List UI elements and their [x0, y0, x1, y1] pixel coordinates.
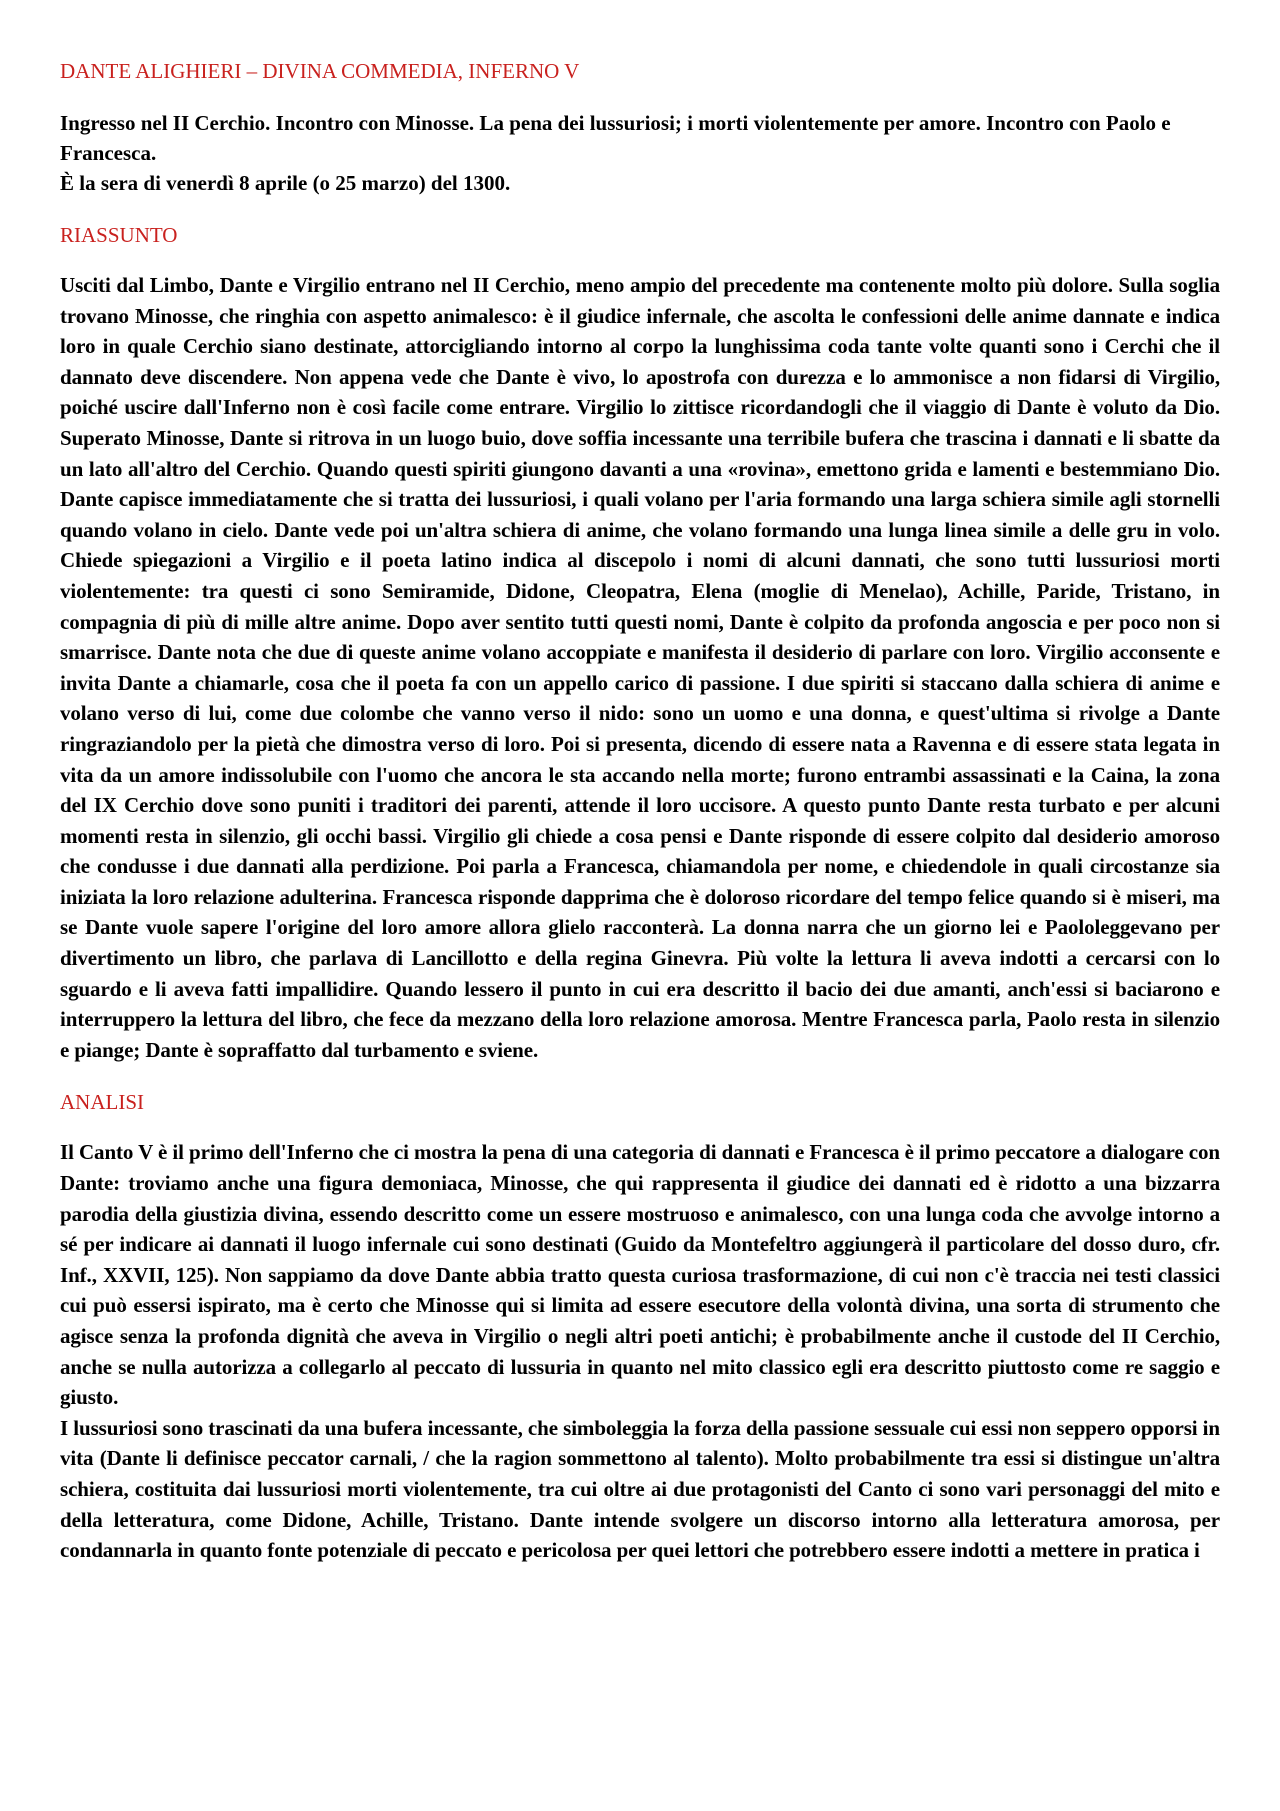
intro-block [60, 108, 1220, 198]
summary-heading: RIASSUNTO [60, 223, 178, 247]
document-title: DANTE ALIGHIERI – DIVINA COMMEDIA, INFERNO V [60, 59, 580, 83]
intro-line-2: È la sera di venerdì 8 aprile (o 25 marzo) del 1300. [60, 171, 511, 195]
summary-paragraph: Usciti dal Limbo, Dante e Virgilio entrano nel II Cerchio, meno ampio del precedente ma contenente molto più dolore. Sulla soglia trovano Minosse, che ringhia con aspetto animalesco: è il giudice infernale, che ascolta le confessioni delle anime dannate e indica loro in quale Cerchio siano destinate, attorcigliando intorno al corpo la lunghissima coda tante volte quanti sono i Cerchi che il dannato deve discendere. Non appena vede che Dante è vivo, lo apostrofa con durezza e lo ammonisce a non fidarsi di Virgilio, poiché uscire dall'Inferno non è così facile come entrare. Virgilio lo zittisce ricordandogli che il viaggio di Dante è voluto da Dio. Superato Minosse, Dante si ritrova in un luogo buio, dove soffia incessante una terribile bufera che trascina i dannati e li sbatte da un lato all'altro del Cerchio. Quando questi spiriti giungono davanti a una «rovina», emettono grida e lamenti e bestemmiano Dio. Dante capisce immediatamente che si tratta dei lussuriosi, i quali volano per l'aria formando una larga schiera simile agli stornelli quando volano in cielo. Dante vede poi un'altra schiera di anime, che volano formando una lunga linea simile a delle gru in volo. Chiede spiegazioni a Virgilio e il poeta latino indica al discepolo i nomi di alcuni dannati, che sono tutti lussuriosi morti violentemente: tra questi ci sono Semiramide, Didone, Cleopatra, Elena (moglie di Menelao), Achille, Paride, Tristano, in compagnia di più di mille altre anime. Dopo aver sentito tutti questi nomi, Dante è colpito da profonda angoscia e per poco non si smarrisce. Dante nota che due di queste anime volano accoppiate e manifesta il desiderio di parlare con loro. Virgilio acconsente e invita Dante a chiamarle, cosa che il poeta fa con un appello carico di passione. I due spiriti si staccano dalla schiera di anime e volano verso di lui, come due colombe che vanno verso il nido: sono un uomo e una donna, e quest'ultima si rivolge a Dante ringraziandolo per la pietà che dimostra verso di loro. Poi si presenta, dicendo di essere nata a Ravenna e di essere stata legata in vita da un amore indissolubile con l'uomo che ancora le sta accando nella morte; furono entrambi assassinati e la Caina, la zona del IX Cerchio dove sono puniti i traditori dei parenti, attende il loro uccisore. A questo punto Dante resta turbato e per alcuni momenti resta in silenzio, gli occhi bassi. Virgilio gli chiede a cosa pensi e Dante risponde di essere colpito dal desiderio amoroso che condusse i due dannati alla perdizione. Poi parla a Francesca, chiamandola per nome, e chiedendole in quali circostanze sia iniziata la loro relazione adulterina. Francesca risponde dapprima che è doloroso ricordare del tempo felice quando si è miseri, ma se Dante vuole sapere l'origine del loro amore allora glielo racconterà. La donna narra che un giorno lei e Paololeggevano per divertimento un libro, che parlava di Lancillotto e della regina Ginevra. Più volte la lettura li aveva indotti a cercarsi con lo sguardo e li aveva fatti impallidire. Quando lessero il punto in cui era descritto il bacio dei due amanti, anch'essi si baciarono e interruppero la lettura del libro, che fece da mezzano della loro relazione amorosa. Mentre Francesca parla, Paolo resta in silenzio e piange; Dante è sopraffatto dal turbamento e sviene. [60, 273, 1220, 1062]
analysis-paragraph-2: I lussuriosi sono trascinati da una bufera incessante, che simboleggia la forza della passione sessuale cui essi non seppero opporsi in vita (Dante li definisce peccator carnali, / che la ragion sommettono al talento). Molto probabilmente tra essi si distingue un'altra schiera, costituita dai lussuriosi morti violentemente, tra cui oltre ai due protagonisti del Canto ci sono vari personaggi del mito e della letteratura, come Didone, Achille, Tristano. Dante intende svolgere un discorso intorno alla letteratura amorosa, per condannarla in quanto fonte potenziale di peccato e pericolosa per quei lettori che potrebbero essere indotti a mettere in pratica i [60, 1415, 1220, 1563]
analysis-heading: ANALISI [60, 1090, 144, 1115]
analysis-paragraph-1: Il Canto V è il primo dell'Inferno che ci mostra la pena di una categoria di dannati e Francesca è il primo peccatore a dialogare con Dante: troviamo anche una figura demoniaca, Minosse, che qui rappresenta il giudice dei dannati ed è ridotto a una bizzarra parodia della giustizia divina, essendo descritto come un essere mostruoso e animalesco, con una lunga coda che avvolge intorno a sé per indicare ai dannati il luogo infernale cui sono destinati (Guido da Montefeltro aggiungerà il particolare del dosso duro, cfr. Inf., XXVII, 125). Non sappiamo da dove Dante abbia tratto questa curiosa trasformazione, di cui non c'è traccia nei testi classici cui può essersi ispirato, ma è certo che Minosse qui si limita ad essere esecutore della volontà divina, una sorta di strumento che agisce senza la profonda dignità che aveva in Virgilio o negli altri poeti antichi; è probabilmente anche il custode del II Cerchio, anche se nulla autorizza a collegarlo al peccato di lussuria in quanto nel mito classico egli era descritto piuttosto come re saggio e giusto. [60, 1140, 1220, 1410]
intro-line-1: Ingresso nel II Cerchio. Incontro con Minosse. La pena dei lussuriosi; i morti violentemente per amore. Incontro con Paolo e Francesca. [60, 111, 1171, 165]
